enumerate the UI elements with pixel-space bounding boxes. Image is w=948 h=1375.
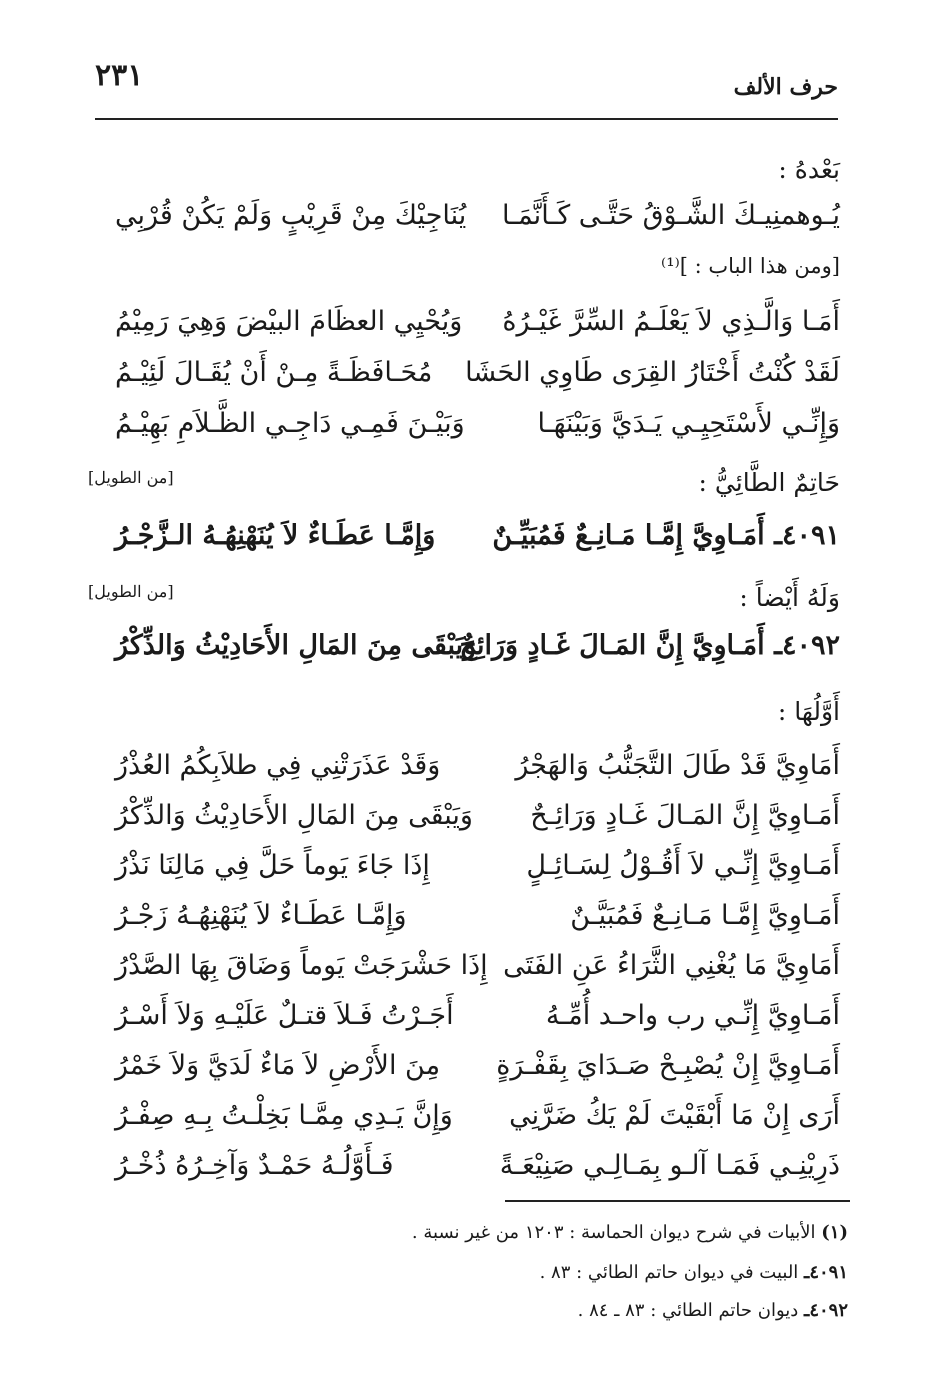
verse-second-hemistich: وَإِمَّـا عَطَـاءٌ لاَ يُنَهْنِهُـهُ زَجْـرُ [115, 900, 407, 931]
verse-second-hemistich: وَإِنَّ يَـدِي مِمَّـا بَخِلْـتُ بِـهِ صِفْـرُ [115, 1100, 453, 1131]
verse-second-hemistich: يُنَاجِيْكَ مِنْ قَرِيْبٍ وَلَمْ يَكُنْ قُرْبِي [115, 200, 467, 231]
first-line-label: أَوَّلُهَا : [777, 697, 840, 726]
verse-4092 [95, 630, 840, 678]
verse-text: أَمَـاوِيَّ إِمَّـا مَـانِـعٌ فَمُبَيِّـنٌ [492, 520, 765, 551]
verse-second-hemistich: وَيَبْقَى مِنَ المَالِ الأَحَادِيْثُ وَالذِّكْرُ [115, 630, 477, 661]
page-number: ٢٣١ [95, 58, 144, 93]
verse-first-hemistich: وَإِنِّـي لأَسْتَحِيِـي يَـدَيَّ وَبَيْنَهَـا [537, 408, 840, 439]
poem-verse [95, 900, 840, 948]
bab-verse [95, 408, 840, 456]
verse-first-hemistich: أَمَـاوِيَّ إِنِّـي لاَ أَقُـوْلُ لِسَـائِـلٍ [526, 850, 840, 881]
poem-verse [95, 1100, 840, 1148]
bab-verse [95, 306, 840, 354]
header-divider [95, 118, 838, 120]
footnote-number: ٤٠٩١ـ [804, 1262, 848, 1283]
verse-first-hemistich: أَمَـاوِيَّ إِنْ يُصْبِـحْ صَـدَايَ بِقَفْـرَةٍ [496, 1050, 840, 1081]
verse-number: ٤٠٩١ـ [774, 520, 840, 551]
verse-first-hemistich: يُـوهمنِيـكَ الشَّـوْقُ حَتَّـى كَـأَنَّمَـا [501, 200, 840, 231]
poem-verse [95, 1000, 840, 1048]
bab-note: [ومن هذا الباب : ]⁽¹⁾ [661, 254, 840, 278]
footnote [540, 1262, 848, 1283]
poet-label: حَاتِمٌ الطَّائِيُّ : [698, 468, 840, 497]
verse-second-hemistich: مِنَ الأَرْضِ لاَ مَاءٌ لَدَيَّ وَلاَ خَمْرُ [115, 1050, 441, 1081]
footnote-divider [505, 1200, 850, 1202]
verse-first-hemistich: أَمَاوِيَّ قَدْ طَالَ التَّجَنُّبُ وَالهَجْرُ [515, 750, 840, 781]
bab-verse [95, 357, 840, 405]
verse-second-hemistich: فَـأَوَّلُـهُ حَمْـدٌ وَآخِـرُهُ ذُخْـرُ [115, 1150, 394, 1181]
poem-verse [95, 750, 840, 798]
verse-second-hemistich: وَإِمَّـا عَطَـاءٌ لاَ يُنَهْنِهُـهُ الـزَّجْـرُ [115, 520, 436, 551]
verse-first-hemistich: أَمَاوِيَّ مَا يُغْنِي الثَّرَاءُ عَنِ الفَتَى [503, 950, 840, 981]
verse-number: ٤٠٩٢ـ [774, 630, 840, 661]
poem-verse [95, 950, 840, 998]
verse-second-hemistich: إِذَا جَاءَ يَوماً حَلَّ فِي مَالِنَا نَذْرُ [115, 850, 430, 881]
meter-label: [من الطويل] [88, 582, 174, 601]
poem-verse [95, 1050, 840, 1098]
footnote [412, 1222, 848, 1243]
poem-verse [95, 800, 840, 848]
verse-text: أَمَـاوِيَّ إِنَّ المَـالَ غَـادٍ وَرَائِحٌ [459, 630, 765, 661]
verse-first-hemistich [492, 520, 840, 551]
verse-second-hemistich: إِذَا حَشْرَجَتْ يَوماً وَضَاقَ بِهَا الصَّدْرُ [115, 950, 488, 981]
verse-first-hemistich: لَقَدْ كُنْتُ أَخْتَارُ القِرَى طَاوِي الحَشَا [465, 357, 840, 388]
footnote-text: ديوان حاتم الطائي : ٨٣ ـ ٨٤ . [577, 1300, 799, 1321]
verse-second-hemistich: أَجَـرْتُ فَـلاَ قتـلٌ عَلَيْـهِ وَلاَ أَسْـرُ [115, 1000, 454, 1031]
chapter-title: حرف الألف [733, 74, 838, 100]
footnote-text: البيت في ديوان حاتم الطائي : ٨٣ . [539, 1262, 799, 1283]
verse-first-hemistich: أَرَى إِنْ مَا أَبْقَيْتَ لَمْ يَكُ ضَرَّنِي [509, 1100, 840, 1131]
verse-first-hemistich: أَمَـاوِيَّ إِنِّـي رب واحـد أُمِّـهُ [545, 1000, 840, 1031]
verse-intro [95, 200, 840, 248]
verse-first-hemistich: أَمَـاوِيَّ إِمَّـا مَـانِـعٌ فَمُبَيَّـنٌ [570, 900, 840, 931]
poet-label: وَلَهُ أَيْضاً : [739, 583, 840, 612]
verse-4091 [95, 520, 840, 568]
verse-second-hemistich: وَقَدْ عَذَرَتْنِي فِي طلاَبِكُمُ العُذْرُ [115, 750, 441, 781]
poem-verse [95, 850, 840, 898]
verse-second-hemistich: وَيُحْيِي العظَامَ البيْضَ وَهِيَ رَمِيْمُ [115, 306, 463, 337]
footnote-text: الأبيات في شرح ديوان الحماسة : ١٢٠٣ من غير نسبة . [411, 1222, 816, 1243]
meter-label: [من الطويل] [88, 468, 174, 487]
verse-second-hemistich: مُحَـافَظَـةً مِـنْ أَنْ يُقَـالَ لَئِيْـمُ [115, 357, 433, 388]
footnote-number: (١) [821, 1222, 848, 1243]
verse-first-hemistich [460, 630, 840, 661]
verse-first-hemistich: أَمَـاوِيَّ إِنَّ المَـالَ غَـادٍ وَرَائِـحٌ [530, 800, 840, 831]
footnote-number: ٤٠٩٢ـ [804, 1300, 848, 1321]
verse-second-hemistich: وَبَيْـنَ فَمِـي دَاجِـي الظَّـلاَمِ بَهِيْـمُ [115, 408, 465, 439]
verse-second-hemistich: وَيَبْقَى مِنَ المَالِ الأَحَادِيْثُ وَالذِّكْرُ [115, 800, 473, 831]
intro-label: بَعْدهُ : [778, 155, 840, 184]
verse-first-hemistich: ذَرِيْنِـي فَمَـا آلـو بِمَـالِـي صَنِيْعَـةً [499, 1150, 840, 1181]
verse-first-hemistich: أَمَـا وَالَّـذِي لاَ يَعْلَـمُ السِّرَّ غَيْـرُهُ [502, 306, 840, 337]
footnote [578, 1300, 848, 1321]
poem-verse [95, 1150, 840, 1198]
